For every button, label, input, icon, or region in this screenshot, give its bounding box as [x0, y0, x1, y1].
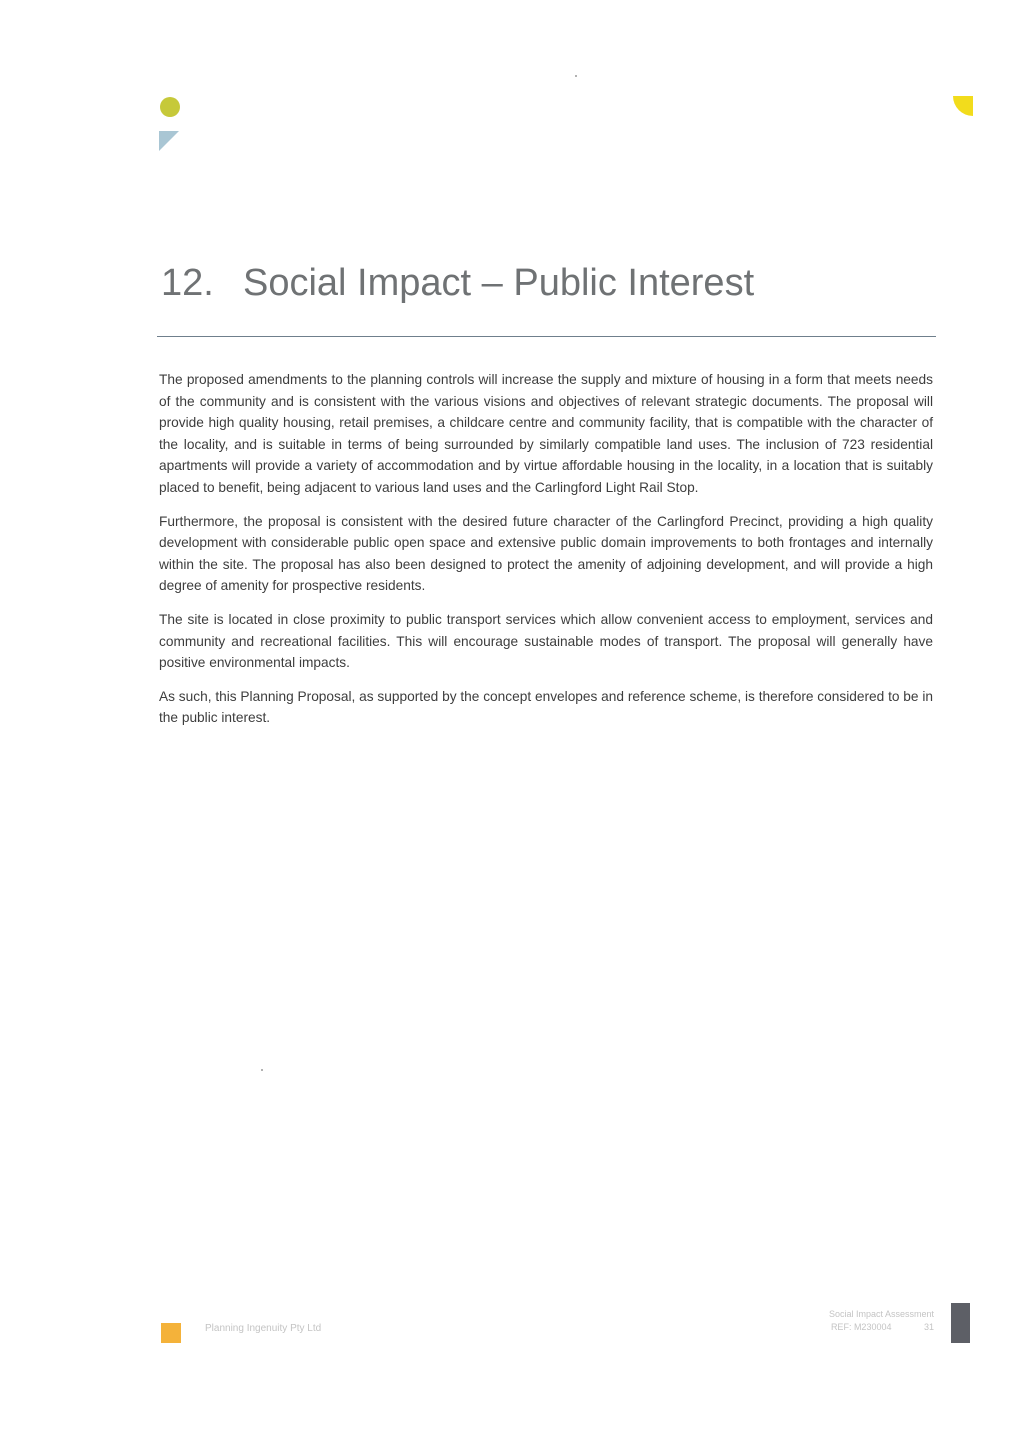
footer-bar-icon — [951, 1303, 970, 1343]
footer-reference-line — [801, 1321, 934, 1334]
paragraph: The proposed amendments to the planning controls will increase the supply and mixture of housing in a form that meets needs of the community and is consistent with the various visions and objectives of relevant strategic documents. The proposal will provide high quality housing, retail premises, a childcare centre and community facility, that is compatible with the character of the locality, and is suitable in terms of being surrounded by similarly compatible land uses. The inclusion of 723 residential apartments will provide a variety of accommodation and by virtue affordable housing in the locality, in a location that is suitably placed to benefit, being adjacent to various land uses and the Carlingford Light Rail Stop. — [159, 372, 933, 495]
section-title: Social Impact – Public Interest — [243, 262, 755, 304]
footer-document-info — [801, 1308, 934, 1334]
paragraph: The site is located in close proximity to public transport services which allow convenient access to employment, services and community and recreational facilities. This will encourage sustainable modes of transport. The proposal will generally have positive environmental impacts. — [159, 611, 933, 671]
body-text — [159, 369, 933, 741]
decorative-circle-icon — [160, 97, 180, 117]
heading-divider — [157, 336, 936, 337]
scan-speck — [261, 1069, 263, 1071]
section-heading — [161, 262, 754, 305]
footer-reference: REF: M230004 — [830, 1322, 892, 1332]
footer-document-title: Social Impact Assessment — [828, 1309, 934, 1319]
paragraph: As such, this Planning Proposal, as supported by the concept envelopes and reference scheme, is therefore considered to be in the public interest. — [159, 688, 933, 726]
footer-company: Planning Ingenuity Pty Ltd — [205, 1323, 322, 1334]
decorative-corner-icon — [953, 96, 973, 116]
footer-page-number: 31 — [923, 1322, 934, 1332]
decorative-triangle-icon — [159, 131, 179, 151]
section-number: 12. — [161, 262, 214, 304]
paragraph: Furthermore, the proposal is consistent with the desired future character of the Carlingford Precinct, providing a high quality development with considerable public open space and extensive public domain improvements to both frontages and internally within the site. The proposal has also been designed to protect the amenity of adjoining development, and will provide a high degree of amenity for prospective residents. — [159, 513, 933, 594]
footer-logo-square-icon — [161, 1323, 181, 1343]
scan-speck — [575, 75, 577, 77]
